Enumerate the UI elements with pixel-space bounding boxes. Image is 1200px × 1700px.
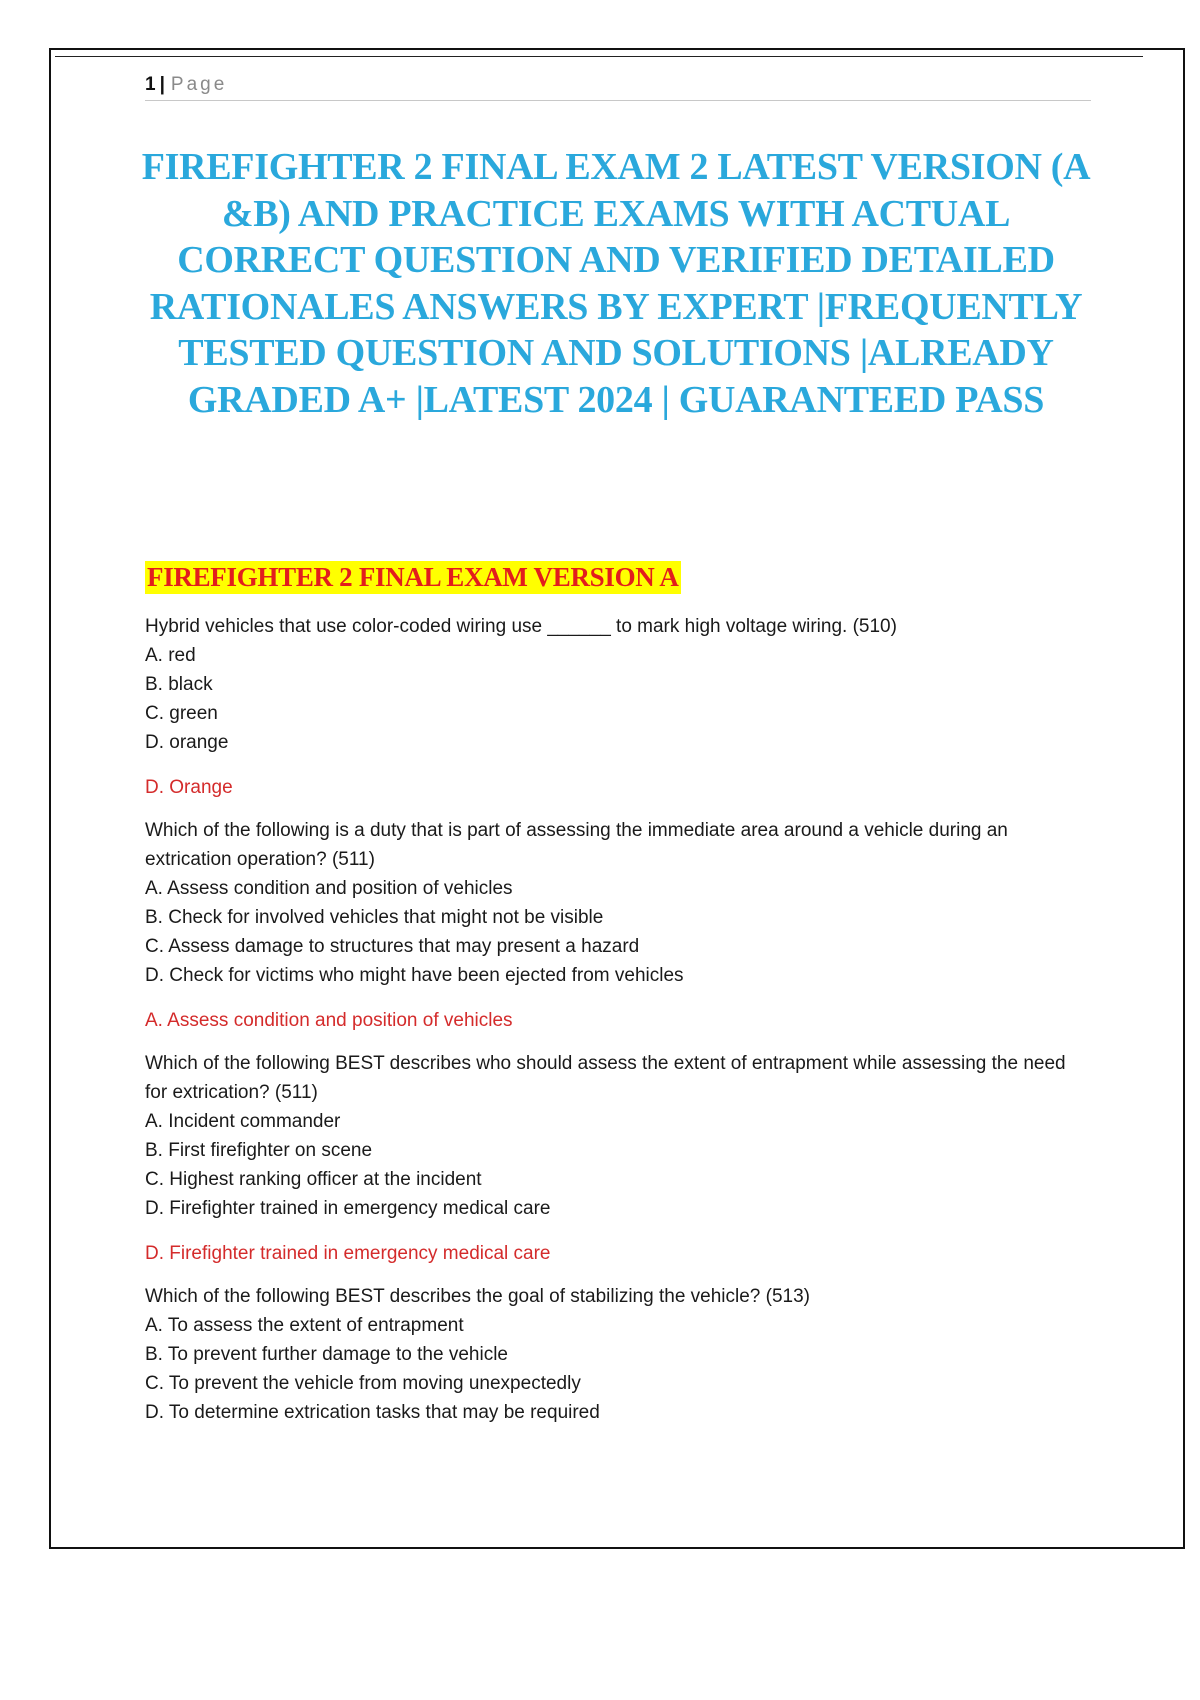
section-heading: FIREFIGHTER 2 FINAL EXAM VERSION A (147, 562, 679, 592)
question-text: Which of the following is a duty that is part of assessing the immediate area around a vehicle during an extrication operation? (511) (145, 820, 1008, 870)
option-c: C. Highest ranking officer at the incident (145, 1169, 482, 1190)
answer: D. Firefighter trained in emergency medical care (145, 1243, 551, 1264)
option-b: B. Check for involved vehicles that might not be visible (145, 907, 604, 928)
question-text: Hybrid vehicles that use color-coded wiring use ______ to mark high voltage wiring. (510) (145, 616, 897, 637)
top-rule (55, 56, 1143, 57)
question (145, 1049, 1091, 1268)
document-title: FIREFIGHTER 2 FINAL EXAM 2 LATEST VERSION (A &B) AND PRACTICE EXAMS WITH ACTUAL CORRECT QUESTION AND VERIFIED DETAILED RATIONALES ANSWERS BY EXPERT |FREQUENTLY TESTED QUESTION AND SOLUTIONS |ALREADY GRADED A+ |LATEST 2024 | GUARANTEED PASS (141, 146, 1091, 421)
answer: A. Assess condition and position of vehicles (145, 1010, 513, 1031)
option-d: D. orange (145, 732, 229, 753)
option-list (145, 1107, 1091, 1223)
option-list (145, 1311, 1091, 1427)
option-list (145, 874, 1091, 990)
page-header (145, 74, 1091, 101)
question-list (145, 612, 1091, 1427)
option-a: A. Assess condition and position of vehicles (145, 878, 513, 899)
option-a: A. To assess the extent of entrapment (145, 1315, 464, 1336)
option-c: C. Assess damage to structures that may present a hazard (145, 936, 640, 957)
question (145, 816, 1091, 1035)
option-c: C. green (145, 703, 218, 724)
option-list (145, 641, 1091, 757)
option-a: A. red (145, 645, 196, 666)
question (145, 1282, 1091, 1427)
page-word: Page (170, 74, 228, 95)
option-d: D. To determine extrication tasks that may be required (145, 1402, 600, 1423)
question-text: Which of the following BEST describes the goal of stabilizing the vehicle? (513) (145, 1286, 811, 1307)
option-a: A. Incident commander (145, 1111, 341, 1132)
option-d: D. Check for victims who might have been ejected from vehicles (145, 965, 684, 986)
question (145, 612, 1091, 802)
option-b: B. black (145, 674, 213, 695)
page-number: 1 (145, 74, 156, 95)
option-d: D. Firefighter trained in emergency medical care (145, 1198, 551, 1219)
option-c: C. To prevent the vehicle from moving unexpectedly (145, 1373, 581, 1394)
question-text: Which of the following BEST describes who should assess the extent of entrapment while assessing the need for extrication? (511) (145, 1053, 1066, 1103)
option-b: B. First firefighter on scene (145, 1140, 373, 1161)
answer: D. Orange (145, 777, 233, 798)
option-b: B. To prevent further damage to the vehicle (145, 1344, 508, 1365)
page-separator: | (159, 74, 165, 95)
